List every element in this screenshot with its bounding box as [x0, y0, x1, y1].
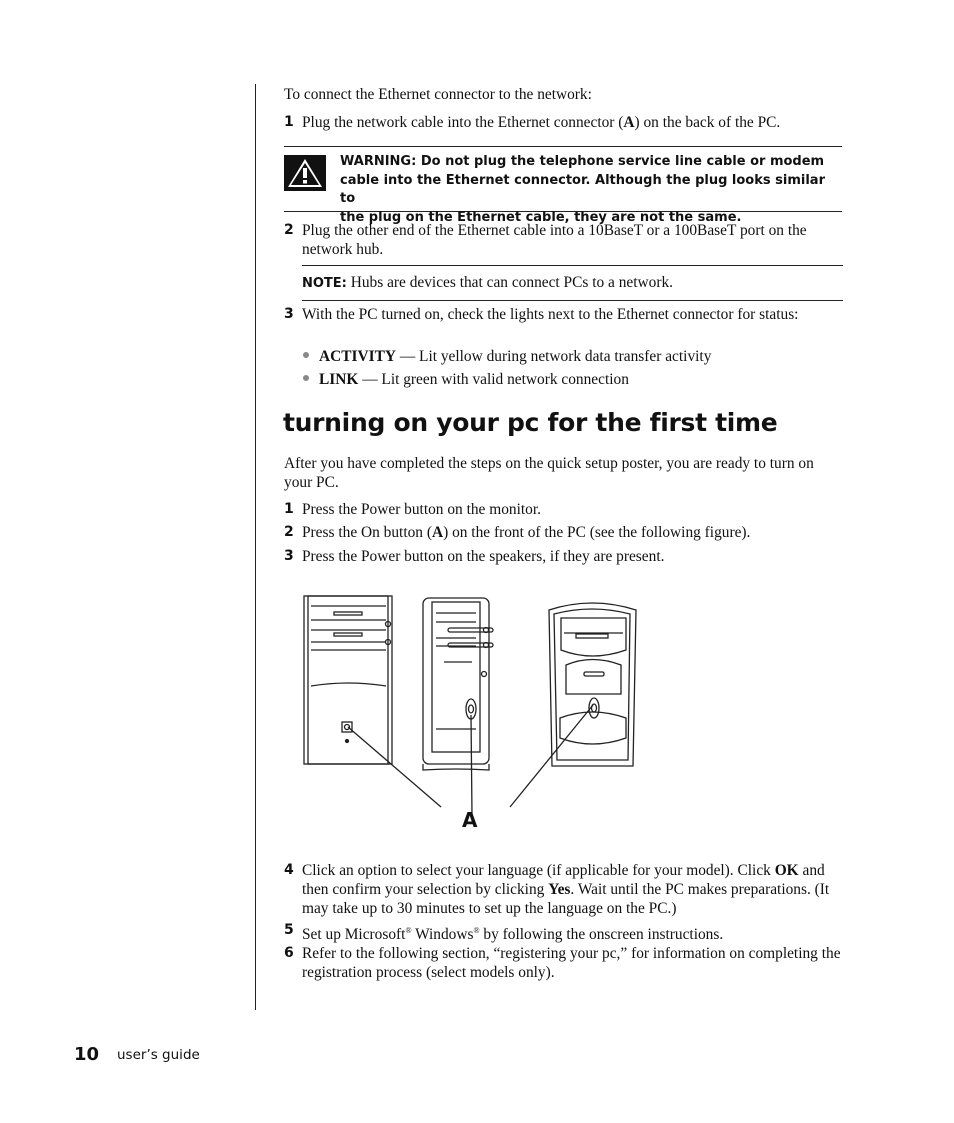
- bullet-dot-icon: [303, 375, 309, 381]
- bullet-dot-icon: [303, 352, 309, 358]
- pc-tower-1: [304, 596, 392, 764]
- pc-tower-2: [423, 598, 493, 770]
- step-text: Press the Power button on the speakers, if they are present.: [302, 548, 665, 565]
- step-text: ) on the back of the PC.: [634, 114, 781, 131]
- callout-ref: A: [623, 114, 635, 131]
- step-4-language: [284, 861, 844, 918]
- step-number: 2: [284, 524, 294, 540]
- step-1-connect: [284, 113, 844, 132]
- callout-line: [348, 727, 441, 807]
- figure-callout-label: A: [462, 808, 478, 832]
- step-text: Press the Power button on the monitor.: [302, 501, 541, 518]
- step-6-register: [284, 944, 844, 982]
- step-text: Set up Microsoft: [302, 926, 406, 944]
- step-3-power: [284, 547, 844, 566]
- step-text: With the PC turned on, check the lights next to the Ethernet connector for status:: [302, 306, 799, 323]
- step-text: Press the On button (: [302, 524, 432, 541]
- bullet-link: [303, 370, 629, 389]
- note-box: [302, 265, 843, 301]
- note-label: NOTE:: [302, 276, 347, 291]
- warning-box: [284, 146, 842, 225]
- registered-mark: ®: [405, 926, 412, 935]
- pc-tower-3: [549, 603, 636, 766]
- step-3-connect: [284, 305, 844, 324]
- pc-towers-figure: [296, 590, 646, 840]
- margin-rule: [255, 84, 256, 1010]
- step-text: Refer to the following section, “registering your pc,” for information on completing the registration process (select models only).: [302, 945, 841, 981]
- step-text: and then confirm your selection by clicking: [302, 862, 825, 898]
- step-text: Click an option to select your language (if applicable for your model). Click: [302, 862, 775, 879]
- step-text: Plug the other end of the Ethernet cable into a 10BaseT or a 100BaseT port on the network hub.: [302, 222, 807, 258]
- bullet-text: — Lit green with valid network connection: [358, 371, 629, 388]
- step-number: 2: [284, 222, 294, 238]
- step-bold: Yes: [548, 881, 571, 898]
- callout-line: [471, 715, 472, 815]
- warning-line: cable into the Ethernet connector. Although the plug looks similar to: [340, 172, 825, 206]
- step-number: 4: [284, 862, 294, 878]
- page-number: 10: [74, 1044, 100, 1065]
- step-2-connect: [284, 221, 844, 259]
- section-heading: turning on your pc for the first time: [283, 408, 778, 437]
- section-intro: After you have completed the steps on the quick setup poster, you are ready to turn on your PC.: [284, 455, 814, 491]
- step-number: 1: [284, 501, 294, 517]
- warning-icon: [284, 155, 326, 191]
- intro-text: To connect the Ethernet connector to the network:: [284, 86, 592, 103]
- bullet-activity: [303, 347, 711, 366]
- step-number: 3: [284, 548, 294, 564]
- step-text: ) on the front of the PC (see the following figure).: [443, 524, 751, 541]
- bullet-term: LINK: [319, 371, 359, 388]
- step-number: 6: [284, 945, 294, 961]
- footer-label: user’s guide: [117, 1047, 200, 1063]
- bullet-term: ACTIVITY: [319, 348, 396, 365]
- step-2-power: [284, 523, 844, 542]
- warning-line: WARNING: Do not plug the telephone service line cable or modem: [340, 154, 825, 169]
- warning-text: [340, 153, 844, 227]
- step-number: 1: [284, 114, 294, 130]
- step-text: . Wait until the PC makes preparations. (It may take up to 30 minutes to set up the language on the PC.): [302, 881, 830, 917]
- note-text: Hubs are devices that can connect PCs to a network.: [346, 274, 673, 291]
- step-number: 5: [284, 922, 294, 938]
- step-1-power: [284, 500, 844, 519]
- step-text: by following the onscreen instructions.: [479, 926, 724, 944]
- registered-mark: ®: [473, 926, 480, 935]
- bullet-text: — Lit yellow during network data transfer activity: [395, 348, 712, 365]
- callout-ref: A: [431, 524, 444, 541]
- step-text: Plug the network cable into the Ethernet connector (: [302, 114, 624, 131]
- step-bold: OK: [774, 862, 799, 879]
- step-number: 3: [284, 306, 294, 322]
- warning-line: the plug on the Ethernet cable, they are not the same.: [340, 209, 742, 225]
- step-text: Windows: [411, 926, 474, 944]
- step-5-windows: [284, 921, 844, 944]
